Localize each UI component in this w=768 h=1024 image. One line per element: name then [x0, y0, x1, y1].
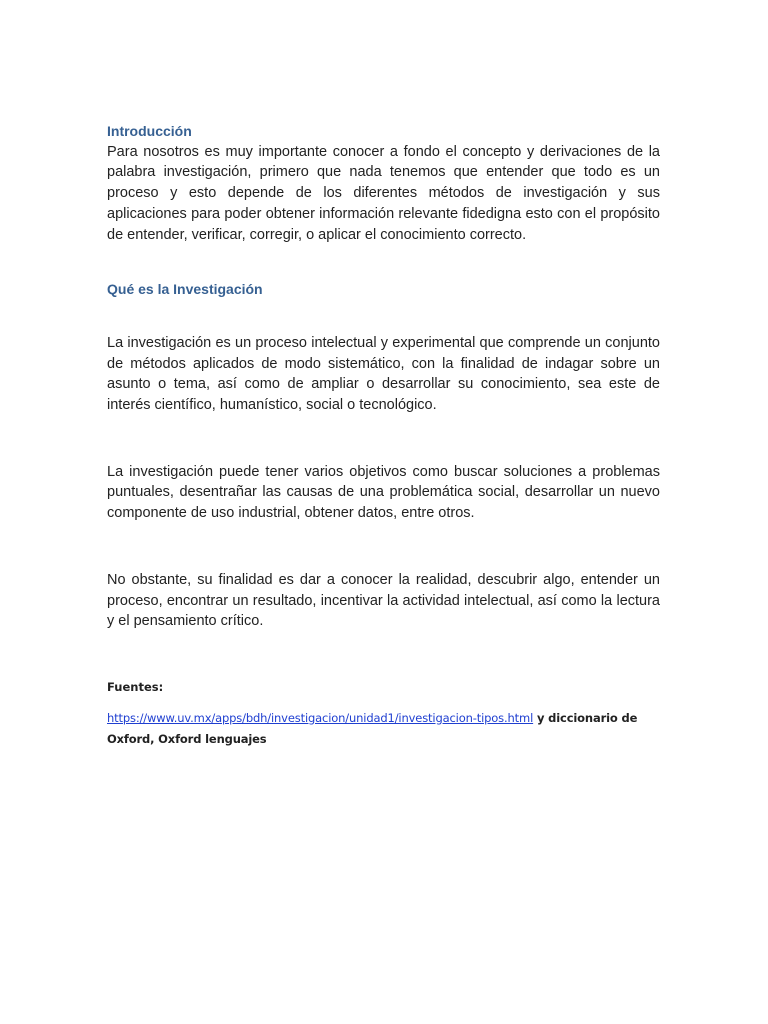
- paragraph-purpose: No obstante, su finalidad es dar a conocer la realidad, descubrir algo, entender un proceso, encontrar un resultado, incentivar la actividad intelectual, así como la lectura y el pensamiento crítico.: [107, 571, 660, 630]
- sources-link[interactable]: https://www.uv.mx/apps/bdh/investigacion/unidad1/investigacion-tipos.html: [107, 710, 534, 725]
- sources-label: Fuentes:: [107, 679, 164, 694]
- paragraph-objectives: La investigación puede tener varios objetivos como buscar soluciones a problemas puntuales, desentrañar las causas de una problemática social, desarrollar un nuevo componente de uso industrial, obtener datos, entre otros.: [107, 463, 660, 522]
- sources-suffix: y diccionario de Oxford, Oxford lenguajes: [107, 710, 638, 746]
- document-page: [107, 121, 660, 750]
- intro-paragraph: Para nosotros es muy importante conocer a fondo el concepto y derivaciones de la palabra investigación, primero que nada tenemos que entender que todo es un proceso y esto depende de los diferentes métodos de investigación y sus aplicaciones para poder obtener información relevante fidedigna esto con el propósito de entender, verificar, corregir, o aplicar el conocimiento correcto.: [107, 143, 660, 243]
- intro-heading: Introducción: [107, 123, 192, 139]
- section-heading: Qué es la Investigación: [107, 281, 263, 298]
- sources-section: [107, 677, 660, 750]
- sources-citation: [107, 708, 660, 750]
- paragraph-definition: La investigación es un proceso intelectual y experimental que comprende un conjunto de métodos aplicados de modo sistemático, con la finalidad de indagar sobre un asunto o tema, así como de ampliar o desarrollar su conocimiento, sea este de interés científico, humanístico, social o tecnológico.: [107, 334, 660, 414]
